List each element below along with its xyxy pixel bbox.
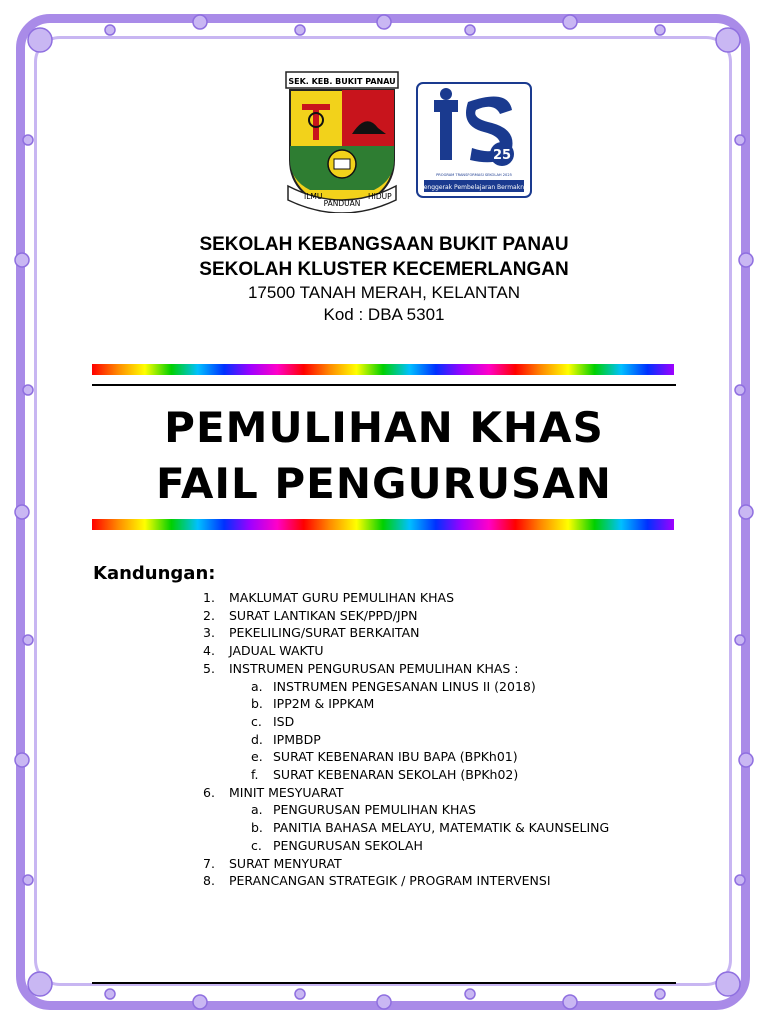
list-subitem: c. ISD — [251, 713, 295, 729]
divider-line — [92, 384, 676, 386]
badge-caption: Penggerak Pembelajaran Bermakna — [420, 184, 528, 191]
list-subitem: a. INSTRUMEN PENGESANAN LINUS II (2018) — [251, 678, 536, 694]
crest-scroll-word-1: ILMU — [304, 192, 323, 201]
logo-row — [0, 68, 768, 208]
document-title — [0, 400, 768, 512]
contents-heading: Kandungan: — [93, 563, 216, 584]
list-item: 4. JADUAL WAKTU — [203, 643, 324, 659]
badge-small-text: PROGRAM TRANSFORMASI SEKOLAH 2025 — [436, 173, 512, 177]
contents-list — [203, 589, 609, 890]
list-subitem: a. PENGURUSAN PEMULIHAN KHAS — [251, 802, 476, 818]
list-subitem: b. PANITIA BAHASA MELAYU, MATEMATIK & KAUNSELING — [251, 820, 610, 836]
title-line-1: PEMULIHAN KHAS — [164, 403, 604, 452]
crest-banner-text: SEK. KEB. BUKIT PANAU — [288, 77, 396, 86]
crest-scroll-word-2: PANDUAN — [323, 199, 361, 208]
badge-number: 25 — [492, 148, 512, 163]
school-code: Kod : DBA 5301 — [323, 305, 445, 324]
rainbow-divider-top — [92, 364, 674, 375]
list-subitem: e. SURAT KEBENARAN IBU BAPA (BPKh01) — [251, 749, 518, 765]
list-subitem: b. IPP2M & IPPKAM — [251, 696, 375, 712]
crest-scroll-word-3: HIDUP — [368, 192, 392, 201]
list-item: 7. SURAT MENYURAT — [203, 855, 342, 871]
school-name: SEKOLAH KEBANGSAAN BUKIT PANAU — [199, 234, 569, 255]
list-item: 1. MAKLUMAT GURU PEMULIHAN KHAS — [203, 590, 455, 605]
list-item: 2. SURAT LANTIKAN SEK/PPD/JPN — [203, 607, 418, 623]
school-crest-logo — [282, 68, 402, 213]
list-subitem: c. PENGURUSAN SEKOLAH — [251, 837, 423, 853]
list-item: 6. MINIT MESYUARAT — [203, 784, 344, 800]
title-line-2: FAIL PENGURUSAN — [156, 459, 612, 508]
school-address: 17500 TANAH MERAH, KELANTAN — [247, 283, 521, 302]
list-item: 3. PEKELILING/SURAT BERKAITAN — [203, 625, 420, 641]
list-subitem: d. IPMBDP — [251, 731, 321, 747]
school-header — [0, 232, 768, 326]
school-cluster: SEKOLAH KLUSTER KECEMERLANGAN — [199, 259, 569, 280]
rainbow-divider-bottom — [92, 519, 674, 530]
footer-line — [92, 982, 676, 984]
list-item: 8. PERANCANGAN STRATEGIK / PROGRAM INTERVENSI — [203, 873, 551, 889]
list-subitem: f. SURAT KEBENARAN SEKOLAH (BPKh02) — [251, 767, 519, 783]
list-item: 5. INSTRUMEN PENGURUSAN PEMULIHAN KHAS : — [203, 660, 519, 676]
pts-badge-logo — [416, 82, 532, 198]
